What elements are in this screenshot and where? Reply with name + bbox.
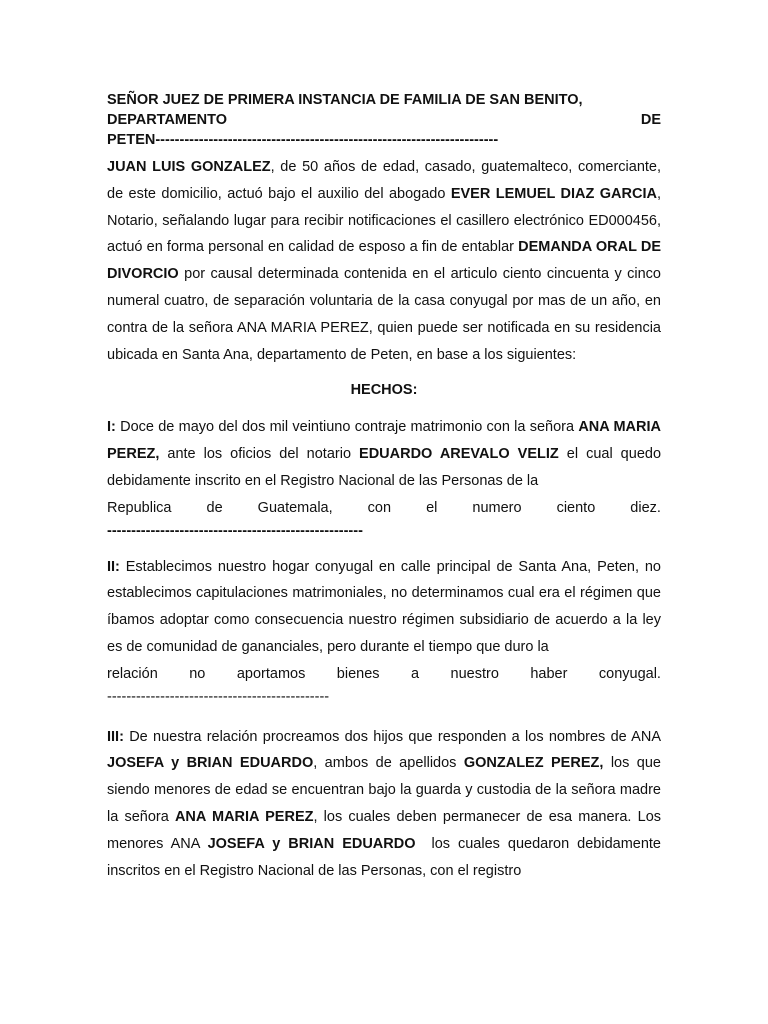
fact-3-text-1: De nuestra relación procreamos dos hijos que responden a los nombres de ANA	[123, 728, 661, 745]
fact-1-last-line	[107, 495, 661, 522]
fact-2-paragraph	[107, 554, 661, 661]
fact-3-text-5: los cuales quedaron debidamente inscritos en el Registro Nacional de las Personas, con el registro	[107, 835, 666, 879]
court-heading	[107, 90, 661, 150]
fact-3-label: III:	[107, 728, 124, 745]
intro-paragraph	[107, 154, 661, 368]
fact-3-text-4: , los cuales deben permanecer de esa manera. Los menores ANA	[107, 808, 662, 852]
plaintiff-name: JUAN LUIS GONZALEZ	[107, 159, 271, 175]
fact-2-last-line	[107, 661, 661, 688]
section-title-hechos: HECHOS:	[350, 382, 418, 399]
children-surnames: GONZALEZ PEREZ,	[463, 755, 604, 772]
children-names: JOSEFA y BRIAN EDUARDO	[107, 755, 314, 772]
fact-1-paragraph	[107, 414, 661, 494]
fact-1-text-3: el cual quedo debidamente inscrito en el Registro Nacional de las Personas de la	[107, 446, 662, 489]
fact-2-text-1: Establecimos nuestro hogar conyugal en calle principal de Santa Ana, Peten, no establecimos capitulaciones matrimoniales, no determinamos cual era el régimen que íbamos adoptar como consecuencia nuestro régimen subsidiario de acuerdo a la ley es de comunidad de gananciales, pero durante el tiempo que duro la	[107, 558, 661, 655]
mother-name: ANA MARIA PEREZ	[174, 808, 314, 825]
fact-3-text-3: los que siendo menores de edad se encuentran bajo la guarda y custodia de la señora madre la señora	[107, 755, 661, 825]
fact-2-word: a	[410, 665, 420, 682]
fact-1-word: el	[426, 499, 438, 516]
fact-2-word: relación	[107, 665, 158, 682]
fact-1-word: de	[206, 499, 223, 516]
lawyer-name: EVER LEMUEL DIAZ GARCIA	[450, 185, 657, 202]
fact-2-word: bienes	[336, 665, 380, 682]
fact-2-word: aportamos	[236, 665, 306, 682]
intro-text-1: , de 50 años de edad, casado, guatemalteco, comerciante, de este domicilio, actuó bajo el auxilio del abogado	[107, 159, 662, 202]
heading-line-3: PETEN-----------------------------------------------------------------------	[107, 132, 499, 148]
fact-2-word: no	[189, 665, 206, 682]
wife-name: ANA MARIA PEREZ,	[107, 419, 661, 463]
fact-2-word: nuestro	[450, 665, 499, 682]
fact-2-word: conyugal.	[598, 665, 661, 682]
intro-text-2: , Notario, señalando lugar para recibir notificaciones el casillero electrónico ED000456, actuó en forma personal en calidad de esposo a fin de entablar	[107, 185, 661, 256]
document-page	[107, 90, 666, 884]
heading-line-1: SEÑOR JUEZ DE PRIMERA INSTANCIA DE FAMILIA DE SAN BENITO,	[107, 92, 583, 108]
fact-1-dashes: -----------------------------------------------------	[107, 522, 363, 539]
intro-text-3: por causal determinada contenida en el articulo ciento cincuenta y cinco numeral cuatro, de separación voluntaria de la casa conyugal por mas de un año, en contra de la señora ANA MARIA PEREZ, quien puede ser notificada en su residencia ubicada en Santa Ana, departamento de Peten, en base a los siguientes:	[107, 266, 661, 363]
fact-1-word: Republica	[107, 499, 172, 516]
fact-1-word: con	[367, 499, 392, 516]
heading-line-2-left: DEPARTAMENTO	[107, 112, 228, 128]
fact-2-dashes: ----------------------------------------------	[107, 688, 330, 705]
claim-type: DEMANDA ORAL DE DIVORCIO	[107, 239, 661, 283]
fact-1-label: I:	[107, 419, 116, 436]
fact-2-label: II:	[107, 558, 120, 575]
fact-3-text-2: , ambos de apellidos	[313, 755, 464, 772]
fact-1-word: diez.	[630, 499, 661, 516]
fact-1-text-2: ante los oficios del notario	[159, 446, 360, 463]
fact-1-word: Guatemala,	[257, 499, 333, 516]
fact-3-paragraph	[107, 724, 666, 885]
heading-line-2	[107, 110, 661, 130]
fact-1-text-1: Doce de mayo del dos mil veintiuno contraje matrimonio con la señora	[115, 419, 579, 436]
heading-line-2-right: DE	[640, 112, 661, 128]
children-names-2: JOSEFA y BRIAN EDUARDO	[207, 835, 416, 852]
fact-1-word: ciento	[556, 499, 596, 516]
fact-2-word: haber	[530, 665, 568, 682]
notary-name: EDUARDO AREVALO VELIZ	[359, 446, 559, 463]
fact-1-word: numero	[472, 499, 522, 516]
